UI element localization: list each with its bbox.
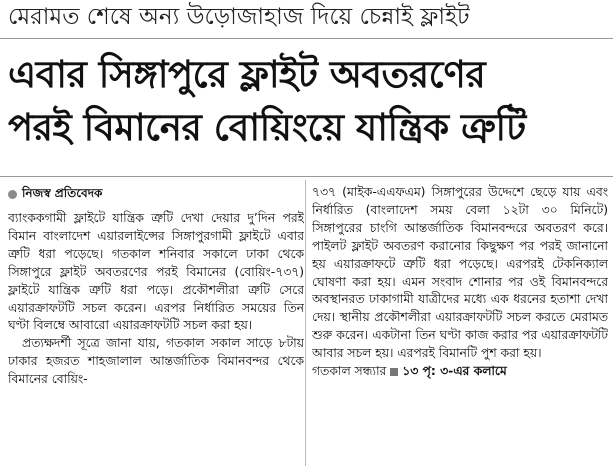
main-headline bbox=[8, 48, 608, 154]
square-bullet-icon bbox=[390, 368, 398, 376]
bullet-icon bbox=[8, 190, 17, 199]
paragraph-left-2: প্রত্যক্ষদর্শী সূত্রে জানা যায়, গতকাল সকাল সাড়ে ৮টায় ঢাকার হজরত শাহজালাল আন্তর্জাতিক বিমানবন্দর থেকে বিমানের বোয়িং- bbox=[8, 336, 304, 387]
column-divider bbox=[305, 180, 306, 466]
kicker-rule bbox=[0, 38, 613, 39]
kicker-headline: মেরামত শেষে অন্য উড়োজাহাজ দিয়ে চেন্নাই ফ্লাইট bbox=[8, 4, 470, 30]
byline bbox=[8, 184, 304, 204]
continuation-reference: ১৩ পৃ: ৩-এর কলামে bbox=[402, 364, 507, 379]
byline-text: নিজস্ব প্রতিবেদক bbox=[22, 186, 103, 201]
article-column-left bbox=[8, 184, 304, 466]
paragraph-right-1: ৭৩৭ (মাইক-এএফএম) সিঙ্গাপুরের উদ্দেশে ছেড়ে যায় এবং নির্ধারিত (বাংলাদেশ সময় বেলা ১২টা ৩০ মিনিটে) সিঙ্গাপুরের চাংগি আন্তর্জাতিক বিমানবন্দরে অবতরণ করে। পাইলট ফ্লাইট অবতরণ করানোর কিছুক্ষণ পর পরই জানানো হয় এয়ারক্রাফটে ত্রুটি ধরা পড়েছে। এরপরই টেকনিক্যাল ঘোষণা করা হয়। এমন সংবাদ শোনার পর ওই বিমানবন্দরে অবস্থানরত ঢাকাগামী যাত্রীদের মধ্যে এক ধরনের হতাশা দেখা দেয়। স্থানীয় প্রকৌশলীরা এয়ারক্রাফটটি সচল করতে মেরামত শুরু করেন। একটানা তিন ঘণ্টা কাজ করার পর এয়ারক্রাফটটি আবার সচল হয়। এরপরই বিমানটি পুশ করা হয়। bbox=[312, 185, 608, 361]
paragraph-left-1: ব্যাংককগামী ফ্লাইটে যান্ত্রিক ত্রুটি দেখা দেয়ার দু’দিন পরই বিমান বাংলাদেশ এয়ারলাইন্সের সিঙ্গাপুরগামী ফ্লাইটে এবার ত্রুটি ধরা পড়েছে। গতকাল শনিবার সকালে ঢাকা থেকে সিঙ্গাপুরে ফ্লাইট অবতরণের পরই বিমানের (বোয়িং-৭৩৭) ফ্লাইটে যান্ত্রিক ত্রুটি ধরা পড়ে। প্রকৌশলীরা ত্রুটি সেরে এয়ারক্রাফটটি সচল করেন। এরপর নির্ধারিত সময়ের তিন ঘণ্টা বিলম্বে আবারো এয়ারক্রাফটটি সচল করা হয়। bbox=[8, 211, 304, 333]
headline-line-2: পরই বিমানের বোয়িংয়ে যান্ত্রিক ত্রুটি bbox=[8, 106, 526, 149]
article-column-right bbox=[312, 184, 608, 466]
continuation-line bbox=[312, 363, 608, 381]
continuation-lead: গতকাল সন্ধ্যার bbox=[312, 364, 387, 379]
headline-line-1: এবার সিঙ্গাপুরে ফ্লাইট অবতরণের bbox=[8, 53, 486, 96]
headline-rule bbox=[0, 176, 613, 177]
